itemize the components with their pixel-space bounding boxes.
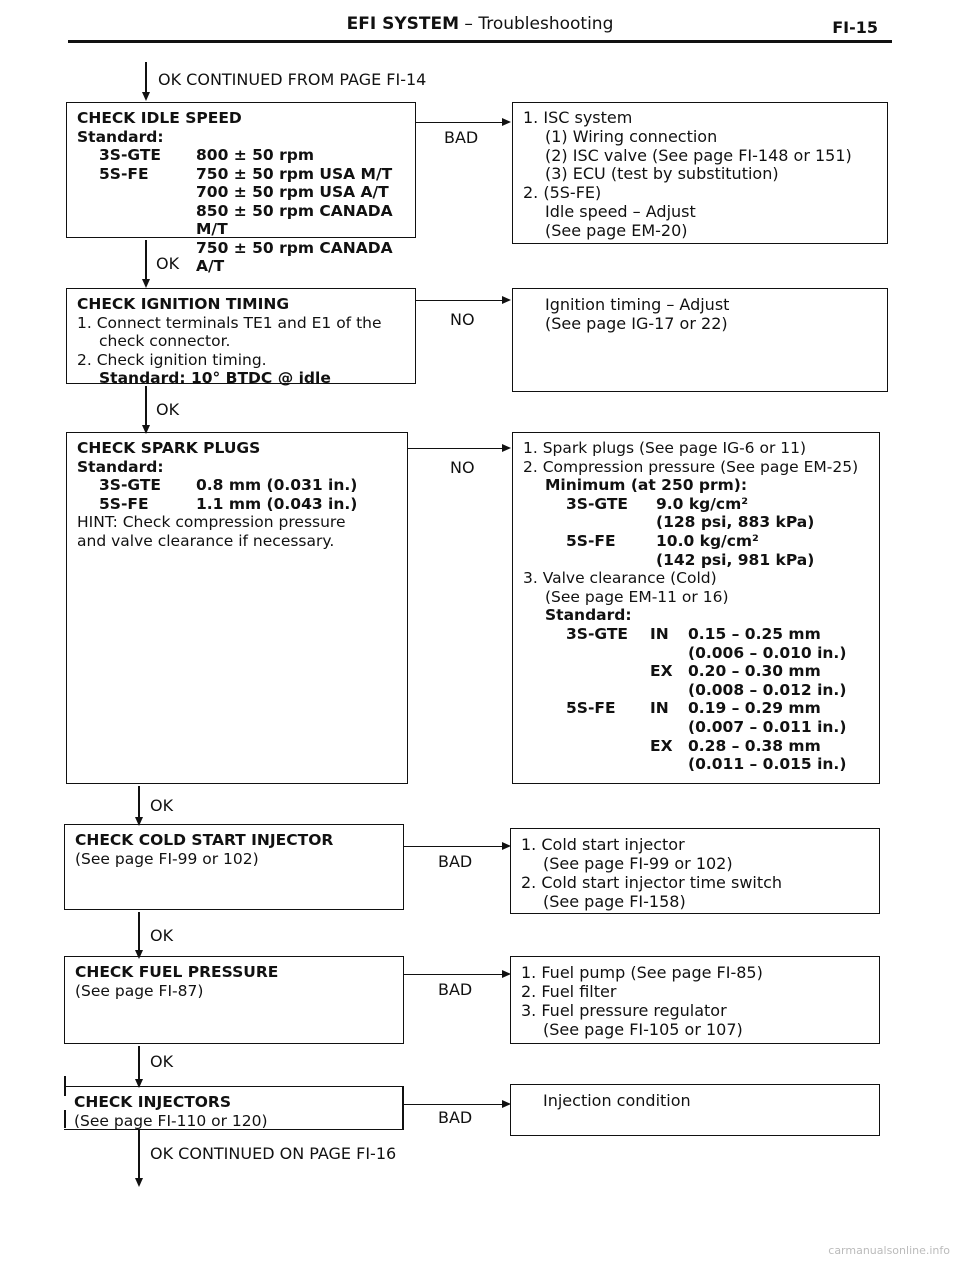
page-ref: (See page FI-110 or 120) [74, 1111, 268, 1130]
bad-label: BAD [438, 1108, 473, 1127]
valve-row [523, 737, 869, 756]
remedy-fuel-pressure-box [510, 956, 880, 1044]
engine-label: 5S-FE [566, 699, 616, 718]
compression-row [523, 532, 869, 551]
check-title: CHECK COLD START INJECTOR [75, 831, 334, 849]
spec-sub: (128 psi, 883 kPa) [656, 513, 815, 532]
flow-line [145, 240, 147, 282]
check-injectors-box [64, 1086, 404, 1130]
remedy-line: (2) ISC valve (See page FI-148 or 151) [545, 145, 852, 165]
page-number: FI-15 [832, 18, 878, 37]
flow-line [138, 912, 140, 952]
box-edge [402, 1086, 404, 1130]
ok-label: OK [156, 400, 180, 419]
minimum-label: Minimum (at 250 prm): [545, 476, 748, 495]
spec-value: 800 ± 50 rpm [196, 146, 314, 164]
remedy-line: 2. Cold start injector time switch [521, 873, 783, 892]
spec-value: 750 ± 50 rpm USA M/T [196, 164, 393, 183]
bad-label: BAD [438, 980, 473, 999]
spec-row [77, 495, 397, 514]
right-arrow [502, 444, 511, 452]
spec-row [77, 146, 405, 165]
spec-sub: (142 psi, 981 kPa) [656, 550, 815, 569]
remedy-line: (See page IG-17 or 22) [545, 314, 728, 333]
remedy-line: 2. Compression pressure (See page EM-25) [523, 457, 859, 476]
check-title: CHECK IDLE SPEED [77, 109, 242, 127]
spec-value: 0.8 mm (0.031 in.) [196, 476, 358, 494]
remedy-line: 3. Fuel pressure regulator [521, 1001, 727, 1020]
valve-side: EX [650, 736, 673, 755]
check-cold-start-injector-box [64, 824, 404, 910]
no-label: NO [450, 458, 475, 477]
spec-value: 700 ± 50 rpm USA A/T [196, 183, 389, 201]
remedy-injectors-box [510, 1084, 880, 1136]
spec-value: 850 ± 50 rpm CANADA M/T [196, 201, 393, 238]
check-title: CHECK FUEL PRESSURE [75, 963, 279, 981]
flow-line [138, 786, 140, 820]
spec-value: 9.0 kg/cm² [656, 494, 749, 513]
no-label: NO [450, 310, 475, 329]
spec-row [77, 476, 397, 495]
branch-line [408, 448, 504, 449]
header-section: – Troubleshooting [464, 14, 614, 34]
ok-label: OK [150, 926, 174, 945]
remedy-line: 2. (5S-FE) [523, 183, 602, 203]
down-arrow [142, 279, 150, 288]
engine-label: 3S-GTE [99, 476, 161, 494]
remedy-line: 1. Fuel pump (See page FI-85) [521, 963, 763, 982]
continued-from-label: OK CONTINUED FROM PAGE FI-14 [158, 70, 427, 89]
hint-line: and valve clearance if necessary. [77, 531, 335, 550]
right-arrow [502, 296, 511, 304]
standard-label: Standard: [77, 127, 164, 146]
check-fuel-pressure-box [64, 956, 404, 1044]
flow-line [138, 1046, 140, 1082]
remedy-spark-plugs-box [512, 432, 880, 784]
spec-sub: (0.011 – 0.015 in.) [688, 755, 847, 774]
bad-label: BAD [438, 852, 473, 871]
spec-row [77, 239, 405, 276]
remedy-line: (3) ECU (test by substitution) [545, 164, 779, 184]
remedy-ignition-box [512, 288, 888, 392]
engine-label: 5S-FE [99, 494, 149, 513]
flow-line [138, 1130, 140, 1180]
engine-label: 5S-FE [99, 164, 149, 183]
remedy-line: (See page FI-158) [543, 892, 686, 911]
engine-label: 5S-FE [566, 531, 616, 550]
remedy-line: 1. ISC system [523, 108, 633, 127]
remedy-line: Injection condition [543, 1091, 691, 1110]
spec-value: 1.1 mm (0.043 in.) [196, 494, 358, 513]
standard-label: Standard: [545, 606, 632, 625]
check-title: CHECK IGNITION TIMING [77, 295, 290, 313]
remedy-line: (See page EM-20) [545, 220, 688, 240]
spec-row [77, 183, 405, 202]
valve-row [523, 699, 869, 718]
instruction-line: Standard: 10° BTDC @ idle [99, 369, 331, 387]
check-spark-plugs-box [66, 432, 408, 784]
remedy-line: 1. Cold start injector [521, 835, 685, 854]
spec-value: 10.0 kg/cm² [656, 531, 759, 550]
remedy-idle-speed-box [512, 102, 888, 244]
header-system: EFI SYSTEM [346, 14, 460, 34]
down-arrow [135, 1178, 143, 1187]
instruction-line: 1. Connect terminals TE1 and E1 of the [77, 313, 382, 332]
hint-line: HINT: Check compression pressure [77, 513, 346, 531]
page-header [0, 14, 960, 34]
spec-value: 0.28 – 0.38 mm [688, 736, 821, 755]
remedy-line: 3. Valve clearance (Cold) [523, 569, 717, 588]
engine-label: 3S-GTE [566, 494, 628, 513]
standard-label: Standard: [77, 457, 164, 476]
check-title: CHECK SPARK PLUGS [77, 439, 261, 457]
valve-row [523, 662, 869, 681]
branch-line [404, 1104, 504, 1105]
page-ref: (See page FI-87) [75, 981, 204, 1000]
down-arrow [142, 92, 150, 101]
check-ignition-timing-box [66, 288, 416, 387]
engine-label: 3S-GTE [566, 624, 628, 643]
watermark: carmanualsonline.info [828, 1244, 950, 1257]
engine-label [566, 737, 650, 756]
spec-row [77, 202, 405, 239]
valve-side: IN [650, 699, 669, 718]
spec-value: 0.15 – 0.25 mm [688, 624, 821, 643]
right-arrow [502, 118, 511, 126]
spec-sub: (0.006 – 0.010 in.) [688, 643, 847, 662]
ok-label: OK [150, 796, 174, 815]
page-ref: (See page FI-99 or 102) [75, 849, 259, 868]
remedy-line: (1) Wiring connection [545, 126, 718, 146]
remedy-line: (See page FI-99 or 102) [543, 854, 733, 873]
branch-line [416, 300, 504, 301]
spec-sub: (0.008 – 0.012 in.) [688, 680, 847, 699]
flow-line [145, 62, 147, 94]
engine-label [99, 202, 196, 239]
ok-label: OK [156, 254, 180, 273]
engine-label [566, 662, 650, 681]
valve-side: EX [650, 662, 673, 681]
ok-label: OK [150, 1052, 174, 1071]
box-edge [64, 1110, 66, 1128]
bad-label: BAD [444, 128, 479, 147]
remedy-cold-start-box [510, 828, 880, 914]
spec-sub: (0.007 – 0.011 in.) [688, 717, 847, 736]
flow-line [145, 386, 147, 428]
remedy-line: 2. Fuel filter [521, 982, 617, 1001]
valve-row [523, 625, 869, 644]
engine-label [99, 239, 196, 276]
remedy-line: (See page FI-105 or 107) [543, 1020, 743, 1039]
spec-value: 0.20 – 0.30 mm [688, 662, 821, 681]
box-edge [64, 1076, 66, 1096]
continued-on-label: OK CONTINUED ON PAGE FI-16 [150, 1144, 397, 1163]
remedy-line: Ignition timing – Adjust [545, 295, 730, 314]
remedy-line: Idle speed – Adjust [545, 201, 696, 221]
engine-label: 3S-GTE [99, 146, 161, 164]
branch-line [416, 122, 504, 123]
check-title: CHECK INJECTORS [74, 1093, 232, 1111]
spec-value: 750 ± 50 rpm CANADA A/T [196, 238, 393, 275]
compression-row [523, 495, 869, 514]
spec-value: 0.19 – 0.29 mm [688, 699, 821, 718]
remedy-line: (See page EM-11 or 16) [545, 587, 729, 606]
branch-line [404, 974, 504, 975]
header-rule [68, 40, 892, 43]
valve-side: IN [650, 624, 669, 643]
engine-label [99, 183, 196, 202]
remedy-line: 1. Spark plugs (See page IG-6 or 11) [523, 439, 807, 457]
instruction-line: 2. Check ignition timing. [77, 350, 267, 369]
branch-line [404, 846, 504, 847]
spec-row [77, 165, 405, 184]
instruction-line: check connector. [99, 332, 231, 350]
